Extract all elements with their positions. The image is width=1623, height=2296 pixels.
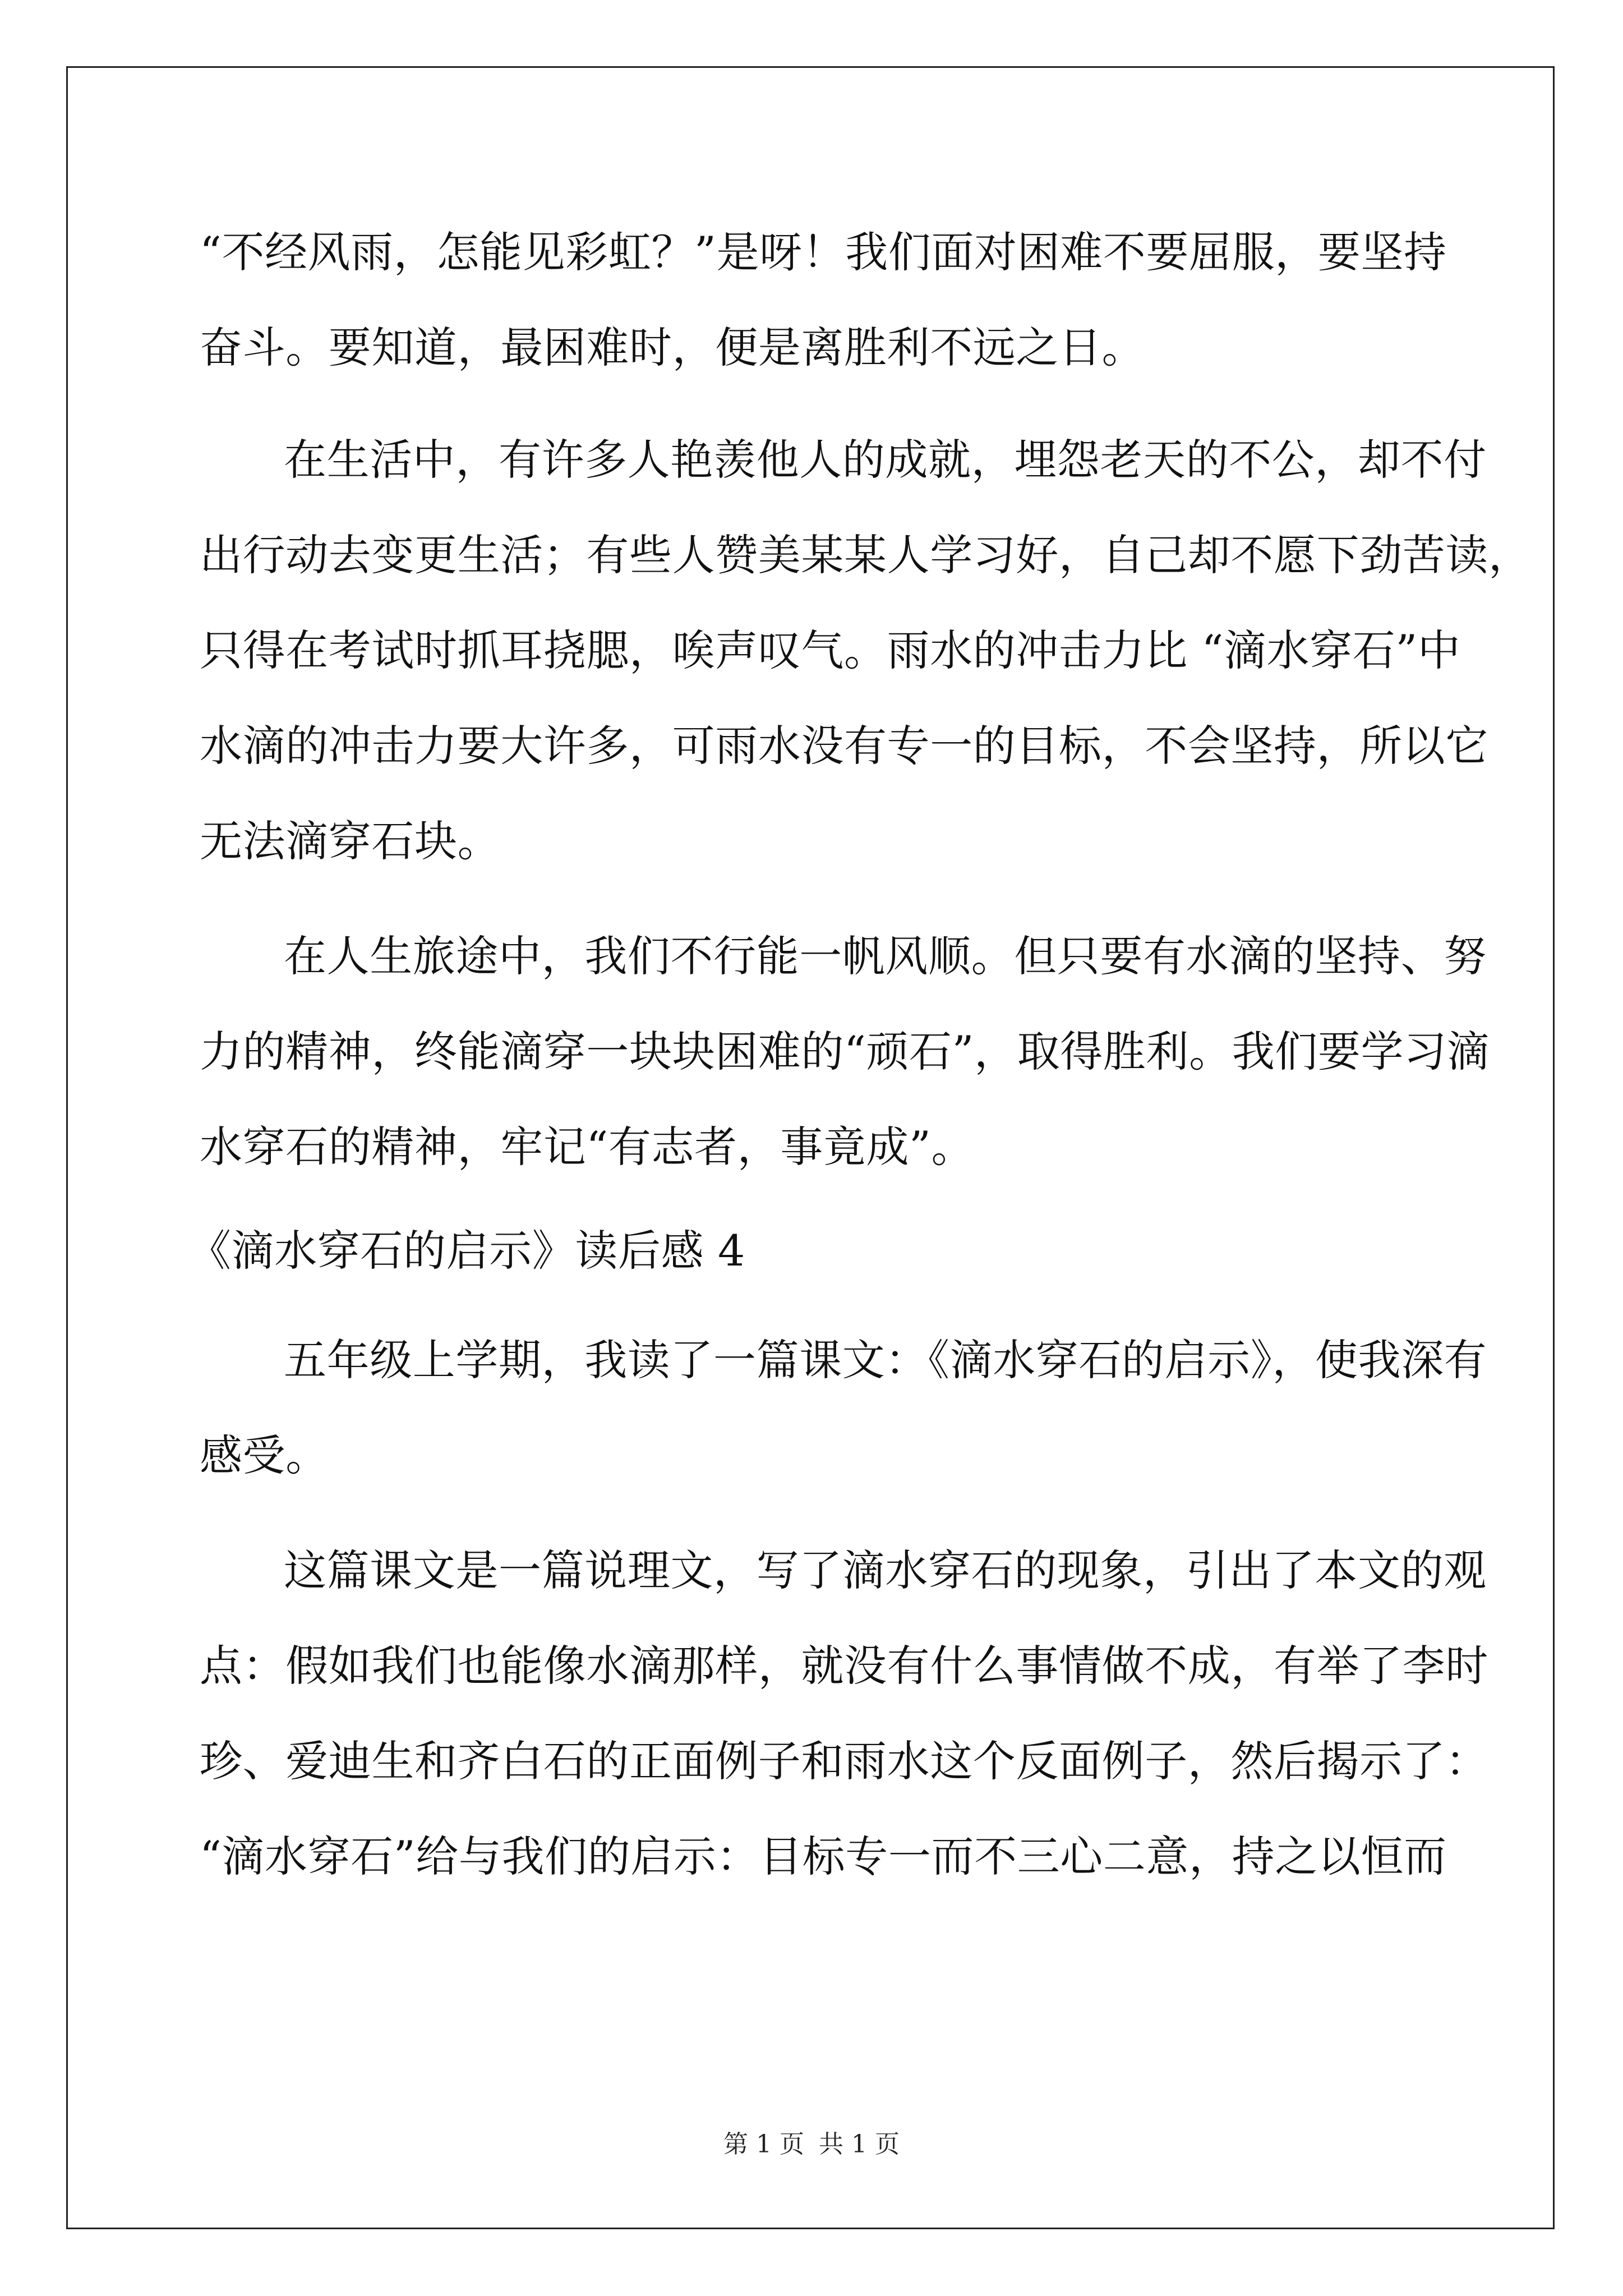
paragraph-4-line-1: 五年级上学期，我读了一篇课文：《滴水穿石的启示》，使我深有 (284, 1335, 1487, 1385)
paragraph-2-line-3: 只得在考试时抓耳挠腮，唉声叹气。雨水的冲击力比 “滴水穿石”中 (200, 625, 1461, 675)
page-total: 共 1 页 (819, 2130, 900, 2159)
paragraph-1-line-2: 奋斗。要知道，最困难时，便是离胜利不远之日。 (200, 323, 1145, 372)
paragraph-5-line-3: 珍、爱迪生和齐白石的正面例子和雨水这个反面例子，然后揭示了： (200, 1736, 1488, 1786)
paragraph-2-line-2: 出行动去变更生活；有些人赞美某某人学习好，自己却不愿下劲苦读， (200, 530, 1532, 580)
paragraph-5-line-1: 这篇课文是一篇说理文，写了滴水穿石的现象，引出了本文的观 (284, 1545, 1487, 1595)
paragraph-2-line-5: 无法滴穿石块。 (200, 816, 501, 866)
paragraph-3-line-1: 在人生旅途中，我们不行能一帆风顺。但只要有水滴的坚持、努 (284, 931, 1487, 981)
paragraph-5-line-4: “滴水穿石”给与我们的启示：目标专一而不三心二意，持之以恒而 (200, 1832, 1447, 1881)
paragraph-3-line-2: 力的精神，终能滴穿一块块困难的“顽石”，取得胜利。我们要学习滴 (200, 1027, 1490, 1076)
paragraph-4-line-2: 感受。 (200, 1430, 329, 1480)
paragraph-5-line-2: 点：假如我们也能像水滴那样，就没有什么事情做不成，有举了李时 (200, 1641, 1488, 1691)
paragraph-2-line-4: 水滴的冲击力要大许多，可雨水没有专一的目标，不会坚持，所以它 (200, 721, 1488, 771)
page-number: 第 1 页 (723, 2130, 804, 2159)
page-footer (0, 2128, 1623, 2161)
paragraph-3-line-3: 水穿石的精神，牢记“有志者，事竟成”。 (200, 1122, 975, 1172)
section-heading: 《滴水穿石的启示》读后感 4 (188, 1226, 745, 1276)
paragraph-2-line-1: 在生活中，有许多人艳羡他人的成就，埋怨老天的不公，却不付 (284, 435, 1487, 485)
paragraph-1-line-1: “不经风雨，怎能见彩虹？”是呀！我们面对困难不要屈服，要坚持 (200, 227, 1447, 277)
